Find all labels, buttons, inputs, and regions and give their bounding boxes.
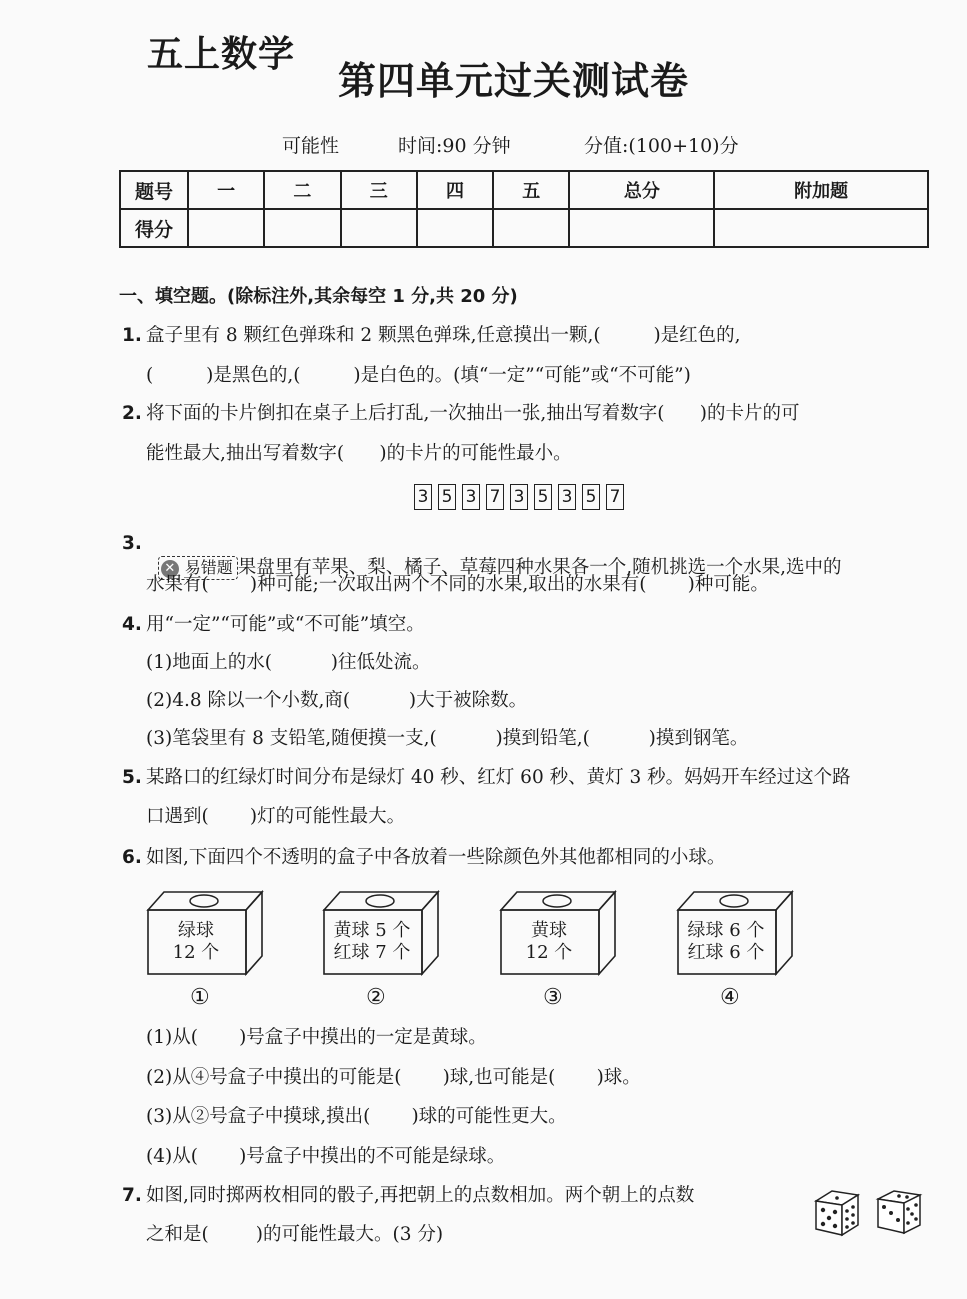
question-1-line-1: 盒子里有 8 颗红色弹珠和 2 颗黑色弹珠,任意摸出一颗,( )是红色的, [146,325,741,346]
score-table-cell: 总分 [569,171,714,209]
number-card: 5 [534,484,552,510]
question-3-line-2: 水果有( )种可能;一次取出两个不同的水果,取出的水果有( )种可能。 [146,574,769,595]
box-label-line: 黄球 5 个 [333,920,411,941]
ball-box-2 [322,888,442,978]
question-4-sub-1: (1)地面上的水( )往低处流。 [146,652,431,673]
score-table-cell: 三 [341,171,417,209]
score-input-cell[interactable] [569,209,714,247]
score-input-cell[interactable] [188,209,264,247]
question-2-line-1: 将下面的卡片倒扣在桌子上后打乱,一次抽出一张,抽出写着数字( )的卡片的可 [146,403,800,424]
topic-label: 可能性 [282,135,340,157]
number-card: 3 [462,484,480,510]
box-label-line: 黄球 [531,920,567,941]
question-6-sub-3: (3)从②号盒子中摸球,摸出( )球的可能性更大。 [146,1106,567,1127]
dice-icon [812,1183,932,1243]
question-4-sub-3: (3)笔袋里有 8 支铅笔,随便摸一支,( )摸到铅笔,( )摸到钢笔。 [146,728,749,749]
score-input-cell[interactable] [264,209,340,247]
number-card: 7 [606,484,624,510]
question-number: 7. [122,1185,142,1206]
question-number: 6. [122,847,142,868]
box-label [322,920,422,964]
badge-label: 易错题 [184,558,233,577]
number-cards [414,484,624,510]
question-5-line-1: 某路口的红绿灯时间分布是绿灯 40 秒、红灯 60 秒、黄灯 3 秒。妈妈开车经过这个路 [146,767,851,788]
section-title: 一、填空题。(除标注外,其余每空 1 分,共 20 分) [119,286,518,307]
question-6-sub-1: (1)从( )号盒子中摸出的一定是黄球。 [146,1027,487,1048]
question-6-sub-4: (4)从( )号盒子中摸出的不可能是绿球。 [146,1146,506,1167]
box-label-line: 红球 6 个 [687,942,765,963]
time-label: 时间:90 分钟 [398,135,511,157]
question-6-sub-2: (2)从④号盒子中摸出的可能是( )球,也可能是( )球。 [146,1067,641,1088]
number-card: 5 [438,484,456,510]
box-label-line: 红球 7 个 [333,942,411,963]
score-table-cell: 一 [188,171,264,209]
ball-box-4 [676,888,796,978]
ball-box-1 [146,888,266,978]
question-6-line-1: 如图,下面四个不透明的盒子中各放着一些除颜色外其他都相同的小球。 [146,847,726,868]
question-number: 5. [122,767,142,788]
box-number-2: ② [366,985,386,1010]
number-card: 3 [510,484,528,510]
box-label-line: 12 个 [172,942,220,963]
box-label-line: 12 个 [525,942,573,963]
score-table-cell: 得分 [120,209,188,247]
question-5-line-2: 口遇到( )灯的可能性最大。 [146,806,406,827]
ball-box-3 [499,888,619,978]
score-input-cell[interactable] [493,209,569,247]
box-number-4: ④ [720,985,740,1010]
score-table-header-row [120,171,928,209]
score-table [119,170,929,248]
score-table-cell: 四 [417,171,493,209]
number-card: 7 [486,484,504,510]
score-table-cell: 题号 [120,171,188,209]
box-label [499,920,599,964]
question-number: 2. [122,403,142,424]
question-1-line-2: ( )是黑色的,( )是白色的。(填“一定”“可能”或“不可能”) [146,365,691,386]
score-table-score-row [120,209,928,247]
box-label [676,920,776,964]
question-4-sub-2: (2)4.8 除以一个小数,商( )大于被除数。 [146,690,528,711]
close-icon: ✕ [161,560,179,578]
box-number-3: ③ [543,985,563,1010]
question-3-text: 果盘里有苹果、梨、橘子、草莓四种水果各一个,随机挑选一个水果,选中的 [237,557,842,578]
number-card: 3 [414,484,432,510]
question-7-line-2: 之和是( )的可能性最大。(3 分) [146,1224,444,1245]
question-2-line-2: 能性最大,抽出写着数字( )的卡片的可能性最小。 [146,443,572,464]
box-label-line: 绿球 6 个 [687,920,765,941]
page-title: 第四单元过关测试卷 [338,59,690,103]
box-label [146,920,246,964]
score-table-cell: 五 [493,171,569,209]
box-label-line: 绿球 [178,920,214,941]
question-7-line-1: 如图,同时掷两枚相同的骰子,再把朝上的点数相加。两个朝上的点数 [146,1185,695,1206]
score-input-cell[interactable] [417,209,493,247]
corner-title: 五上数学 [147,34,296,75]
question-number: 1. [122,325,142,346]
question-4-line-1: 用“一定”“可能”或“不可能”填空。 [146,614,425,635]
number-card: 3 [558,484,576,510]
score-table-cell: 二 [264,171,340,209]
score-input-cell[interactable] [714,209,928,247]
question-number: 3. [122,533,142,554]
score-table-cell: 附加题 [714,171,928,209]
score-label: 分值:(100+10)分 [584,135,739,157]
score-input-cell[interactable] [341,209,417,247]
box-number-1: ① [190,985,210,1010]
question-number: 4. [122,614,142,635]
number-card: 5 [582,484,600,510]
